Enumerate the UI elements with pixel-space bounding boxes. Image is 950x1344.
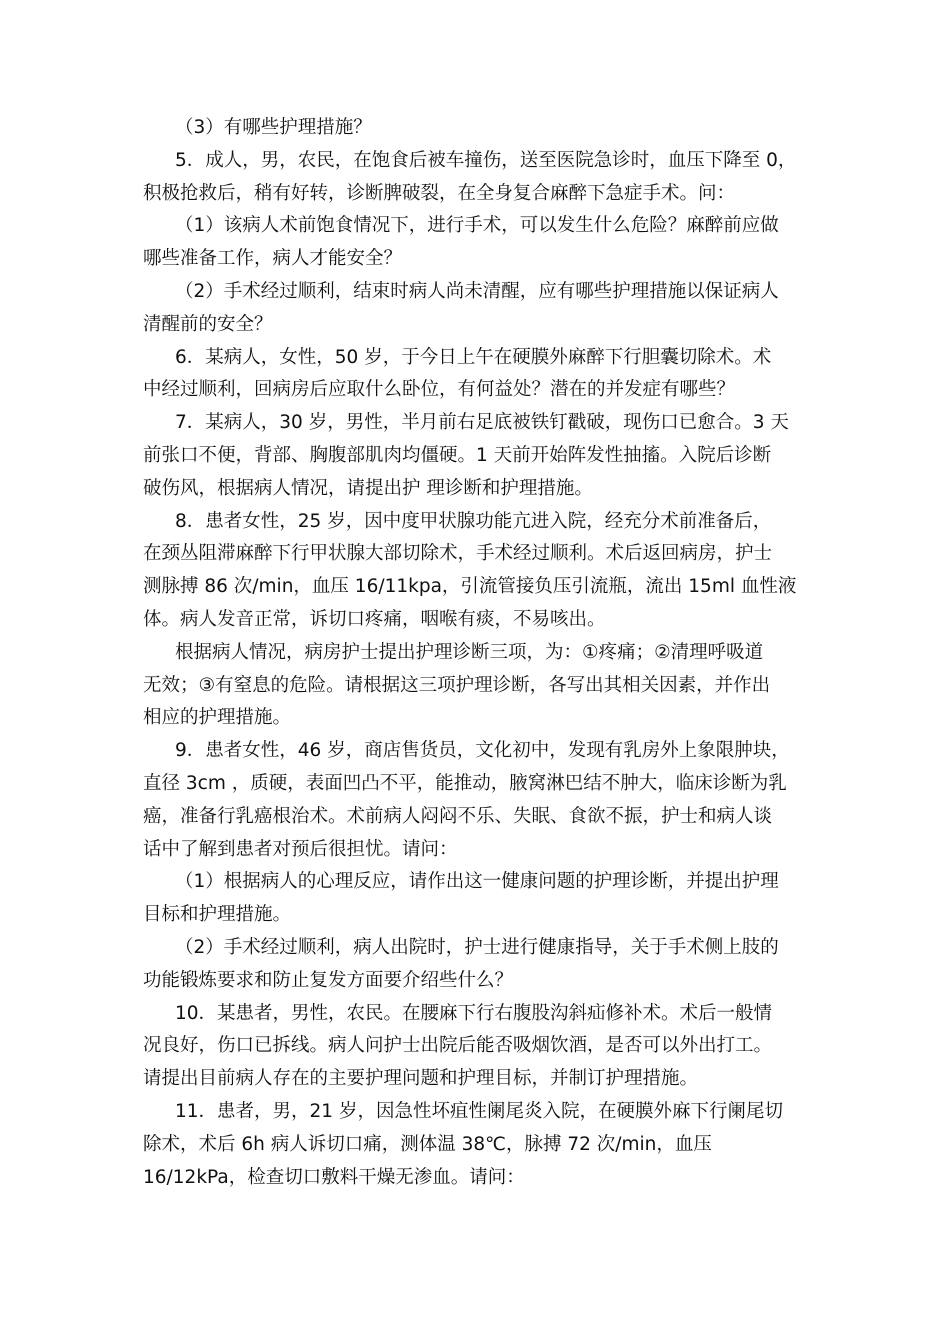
text-line: 目标和护理措施。 bbox=[143, 904, 292, 926]
text-line: 哪些准备工作，病人才能安全？ bbox=[143, 248, 403, 270]
text-line: 8．患者女性，25 岁，因中度甲状腺功能亢进入院，经充分术前准备后， bbox=[175, 510, 772, 532]
text-line: 前张口不便，背部、胸腹部肌肉均僵硬。1 天前开始阵发性抽搐。入院后诊断 bbox=[143, 444, 772, 466]
text-line: 6．某病人，女性，50 岁，于今日上午在硬膜外麻醉下行胆囊切除术。术 bbox=[175, 346, 772, 368]
text-line: 9．患者女性，46 岁，商店售货员，文化初中，发现有乳房外上象限肿块， bbox=[175, 740, 790, 762]
text-line: 积极抢救后，稍有好转，诊断脾破裂，在全身复合麻醉下急症手术。问： bbox=[143, 182, 736, 204]
text-line: （2）手术经过顺利，病人出院时，护士进行健康指导，关于手术侧上肢的 bbox=[175, 936, 779, 958]
text-line: 11．患者，男，21 岁，因急性坏疽性阑尾炎入院，在硬膜外麻下行阑尾切 bbox=[175, 1100, 783, 1122]
text-line: 破伤风，根据病人情况，请提出护 理诊断和护理措施。 bbox=[143, 477, 593, 499]
text-line: （3）有哪些护理措施？ bbox=[175, 117, 372, 138]
text-line: 7．某病人，30 岁，男性，半月前右足底被铁钉戳破，现伤口已愈合。3 天 bbox=[175, 412, 789, 434]
text-line: 5．成人，男，农民，在饱食后被车撞伤，送至医院急诊时，血压下降至 0， bbox=[175, 149, 797, 171]
text-line: 体。病人发音正常，诉切口疼痛，咽喉有痰，不易咳出。 bbox=[143, 608, 606, 630]
text-line: 中经过顺利，回病房后应取什么卧位，有何益处？潜在的并发症有哪些？ bbox=[143, 379, 736, 401]
text-line: 况良好，伤口已拆线。病人问护士出院后能否吸烟饮酒，是否可以外出打工。 bbox=[143, 1035, 773, 1057]
text-line: 测脉搏 86 次/min，血压 16/11kpa，引流管接负压引流瓶，流出 15ml 血性液 bbox=[143, 576, 797, 598]
text-line: （1）根据病人的心理反应，请作出这一健康问题的护理诊断，并提出护理 bbox=[175, 871, 779, 893]
text-line: 除术，术后 6h 病人诉切口痛，测体温 38℃，脉搏 72 次/min，血压 bbox=[143, 1133, 712, 1155]
text-line: 功能锻炼要求和防止复发方面要介绍些什么？ bbox=[143, 969, 514, 991]
document-body bbox=[143, 112, 833, 1194]
text-line: （1）该病人术前饱食情况下，进行手术，可以发生什么危险？麻醉前应做 bbox=[175, 215, 779, 237]
text-line: 相应的护理措施。 bbox=[143, 707, 292, 729]
text-line: 在颈丛阻滞麻醉下行甲状腺大部切除术，手术经过顺利。术后返回病房，护士 bbox=[143, 543, 773, 565]
text-line: 无效；③有窒息的危险。请根据这三项护理诊断，各写出其相关因素，并作出 bbox=[143, 674, 771, 696]
text-line: 根据病人情况，病房护士提出护理诊断三项，为：①疼痛；②清理呼吸道 bbox=[175, 641, 764, 663]
text-line: 癌，准备行乳癌根治术。术前病人闷闷不乐、失眠、食欲不振，护士和病人谈 bbox=[143, 805, 773, 827]
text-line: 10．某患者，男性，农民。在腰麻下行右腹股沟斜疝修补术。术后一般情 bbox=[175, 1002, 773, 1024]
text-line: （2）手术经过顺利，结束时病人尚未清醒，应有哪些护理措施以保证病人 bbox=[175, 280, 779, 302]
text-line: 请提出目前病人存在的主要护理问题和护理目标，并制订护理措施。 bbox=[143, 1068, 699, 1090]
text-line: 16/12kPa，检查切口敷料干燥无渗血。请问： bbox=[143, 1166, 525, 1188]
text-line: 直径 3cm ，质硬，表面凹凸不平，能推动，腋窝淋巴结不肿大，临床诊断为乳 bbox=[143, 772, 787, 794]
text-line: 话中了解到患者对预后很担忧。请问： bbox=[143, 838, 458, 860]
text-line: 清醒前的安全？ bbox=[143, 313, 273, 335]
